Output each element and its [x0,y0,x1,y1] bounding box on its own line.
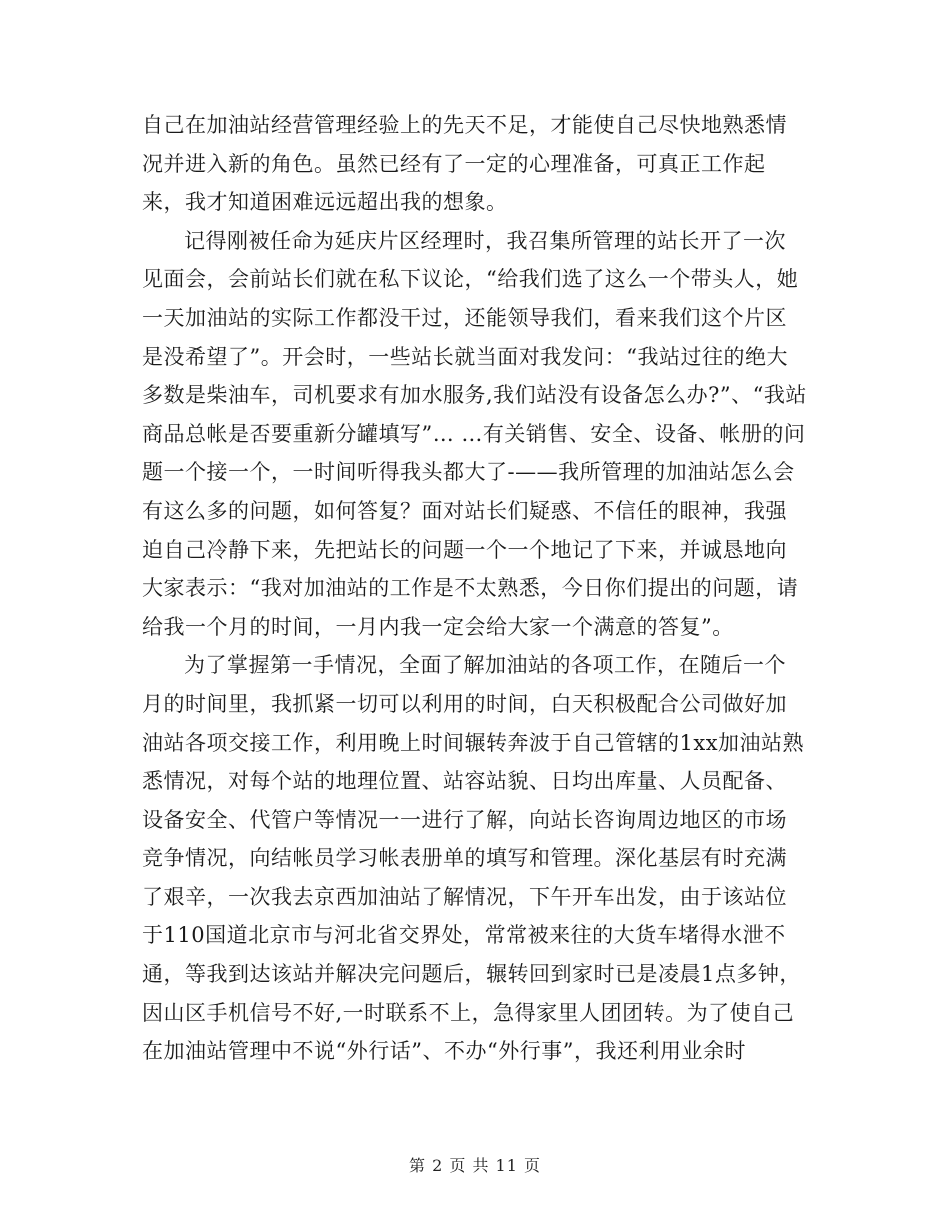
page-number-footer: 第 2 页 共 11 页 [409,1156,541,1175]
paragraph-2: 记得刚被任命为延庆片区经理时，我召集所管理的站长开了一次见面会，会前站长们就在私下议论，“给我们选了这么一个带头人，她一天加油站的实际工作都没干过，还能领导我们，看来我们这个片区是没希望了”。开会时，一些站长就当面对我发问：“我站过往的绝大多数是柴油车，司机要求有加水服务,我们站没有设备怎么办?”、“我站商品总帐是否要重新分罐填写”… …有关销售、安全、设备、帐册的问题一个接一个，一时间听得我头都大了-——我所管理的加油站怎么会有这么多的问题，如何答复？面对站长们疑惑、不信任的眼神，我强迫自己冷静下来，先把站长的问题一个一个地记了下来，并诚恳地向大家表示：“我对加油站的工作是不太熟悉，今日你们提出的问题，请给我一个月的时间，一月内我一定会给大家一个满意的答复”。 [142,228,807,639]
paragraph-3: 为了掌握第一手情况，全面了解加油站的各项工作，在随后一个月的时间里，我抓紧一切可以利用的时间，白天积极配合公司做好加油站各项交接工作，利用晚上时间辗转奔波于自己管辖的1xx加油站熟悉情况，对每个站的地理位置、站容站貌、日均出库量、人员配备、设备安全、代管户等情况一一进行了解，向站长咨询周边地区的市场竞争情况，向结帐员学习帐表册单的填写和管理。深化基层有时充满了艰辛，一次我去京西加油站了解情况，下午开车出发，由于该站位于110国道北京市与河北省交界处，常常被来往的大货车堵得水泄不通，等我到达该站并解决完问题后，辗转回到家时已是凌晨1点多钟，因山区手机信号不好,一时联系不上，急得家里人团团转。为了使自己在加油站管理中不说“外行话”、不办“外行事”，我还利用业余时 [142,653,805,1064]
paragraph-1: 自己在加油站经营管理经验上的先天不足，才能使自己尽快地熟悉情况并进入新的角色。虽然已经有了一定的心理准备，可真正工作起来，我才知道困难远远超出我的想象。 [142,113,787,215]
document-body [142,106,807,1071]
